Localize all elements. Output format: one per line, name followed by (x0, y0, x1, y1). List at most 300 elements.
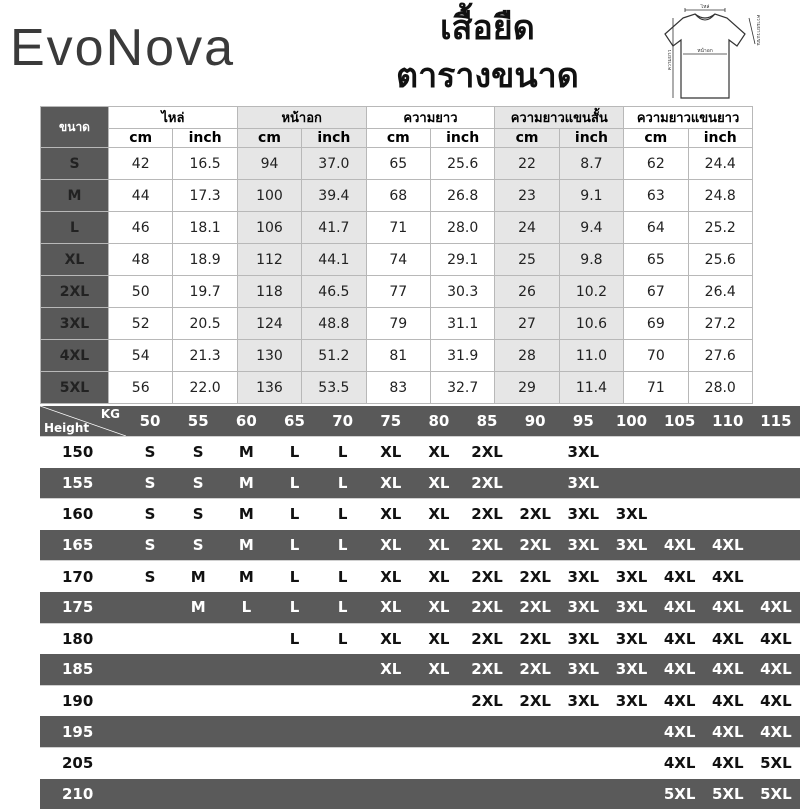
height-weight-table (40, 406, 800, 809)
table-row (41, 180, 753, 212)
size-table (40, 106, 753, 404)
recommended-size-cell: L (270, 437, 318, 468)
recommended-size-cell (222, 623, 270, 654)
measurement-cell: 52 (109, 308, 173, 340)
recommended-size-cell (126, 623, 174, 654)
measurement-cell: 17.3 (173, 180, 237, 212)
table-row (40, 499, 800, 530)
measurement-cell: 24.4 (688, 148, 752, 180)
measurement-cell: 10.2 (559, 276, 623, 308)
measurement-cell: 27 (495, 308, 559, 340)
weight-header: 115 (752, 406, 800, 437)
recommended-size-cell (607, 437, 655, 468)
recommended-size-cell: 2XL (463, 468, 511, 499)
recommended-size-cell: L (319, 623, 367, 654)
recommended-size-cell (270, 716, 318, 747)
recommended-size-cell (656, 437, 704, 468)
measurement-cell: 106 (237, 212, 301, 244)
unit-header: inch (688, 129, 752, 148)
table-row (40, 716, 800, 747)
unit-header: cm (624, 129, 688, 148)
measurement-cell: 27.2 (688, 308, 752, 340)
measurement-cell: 53.5 (302, 372, 366, 404)
recommended-size-cell: M (222, 437, 270, 468)
measurement-cell: 44.1 (302, 244, 366, 276)
recommended-size-cell: XL (367, 437, 415, 468)
recommended-size-cell: 4XL (704, 561, 752, 592)
measurement-cell: 31.9 (430, 340, 494, 372)
measurement-cell: 27.6 (688, 340, 752, 372)
measurement-cell: 42 (109, 148, 173, 180)
recommended-size-cell: 4XL (656, 685, 704, 716)
recommended-size-cell (752, 499, 800, 530)
weight-header-row (40, 406, 800, 437)
measurement-cell: 83 (366, 372, 430, 404)
recommended-size-cell (704, 437, 752, 468)
table-row (41, 276, 753, 308)
recommended-size-cell: 3XL (607, 623, 655, 654)
size-label: S (41, 148, 109, 180)
measurement-cell: 22.0 (173, 372, 237, 404)
recommended-size-cell: 4XL (704, 685, 752, 716)
size-table-unit-header (41, 129, 753, 148)
recommended-size-cell: 3XL (607, 654, 655, 685)
recommended-size-cell: 3XL (607, 685, 655, 716)
table-row (40, 623, 800, 654)
table-row (40, 592, 800, 623)
recommended-size-cell (222, 716, 270, 747)
recommended-size-cell: XL (415, 654, 463, 685)
weight-header: 80 (415, 406, 463, 437)
table-row (41, 244, 753, 276)
table-row (40, 530, 800, 561)
table-row (41, 372, 753, 404)
recommended-size-cell (752, 530, 800, 561)
measurement-cell: 94 (237, 148, 301, 180)
recommended-size-cell (222, 685, 270, 716)
recommended-size-cell (704, 468, 752, 499)
recommended-size-cell (656, 499, 704, 530)
measurement-group-header: ความยาวแขนสั้น (495, 107, 624, 129)
recommended-size-cell (174, 716, 222, 747)
weight-header: 90 (511, 406, 559, 437)
recommended-size-cell: 3XL (559, 468, 607, 499)
recommended-size-cell (511, 437, 559, 468)
height-value: 205 (40, 747, 126, 778)
recommended-size-cell: S (126, 499, 174, 530)
measurement-cell: 65 (366, 148, 430, 180)
size-label: 4XL (41, 340, 109, 372)
recommended-size-cell: XL (415, 561, 463, 592)
weight-header: 60 (222, 406, 270, 437)
recommended-size-cell (656, 468, 704, 499)
weight-header: 100 (607, 406, 655, 437)
measurement-cell: 18.9 (173, 244, 237, 276)
height-value: 160 (40, 499, 126, 530)
recommended-size-cell: 4XL (656, 747, 704, 778)
recommended-size-cell: M (174, 592, 222, 623)
table-row (41, 148, 753, 180)
measurement-cell: 48.8 (302, 308, 366, 340)
recommended-size-cell: S (174, 530, 222, 561)
recommended-size-cell: 3XL (559, 499, 607, 530)
recommended-size-cell: L (319, 592, 367, 623)
weight-header: 110 (704, 406, 752, 437)
recommended-size-cell: L (270, 468, 318, 499)
measurement-cell: 68 (366, 180, 430, 212)
height-weight-corner (40, 406, 126, 437)
recommended-size-cell (319, 654, 367, 685)
measurement-cell: 9.8 (559, 244, 623, 276)
recommended-size-cell (319, 779, 367, 809)
measurement-cell: 30.3 (430, 276, 494, 308)
recommended-size-cell (174, 654, 222, 685)
unit-header: cm (237, 129, 301, 148)
weight-header: 85 (463, 406, 511, 437)
measurement-cell: 65 (624, 244, 688, 276)
measurement-group-header: ความยาว (366, 107, 495, 129)
recommended-size-cell: 3XL (559, 654, 607, 685)
measurement-cell: 26 (495, 276, 559, 308)
recommended-size-cell: 3XL (559, 561, 607, 592)
recommended-size-cell: 4XL (704, 716, 752, 747)
recommended-size-cell (752, 437, 800, 468)
recommended-size-cell (270, 779, 318, 809)
recommended-size-cell: 4XL (704, 747, 752, 778)
recommended-size-cell: 5XL (656, 779, 704, 809)
recommended-size-cell: XL (367, 499, 415, 530)
recommended-size-cell (319, 716, 367, 747)
recommended-size-cell (126, 747, 174, 778)
recommended-size-cell: 4XL (656, 716, 704, 747)
recommended-size-cell: L (270, 592, 318, 623)
table-row (41, 340, 753, 372)
recommended-size-cell: L (319, 499, 367, 530)
recommended-size-cell (126, 716, 174, 747)
measurement-cell: 44 (109, 180, 173, 212)
recommended-size-cell (607, 716, 655, 747)
measurement-cell: 39.4 (302, 180, 366, 212)
measurement-cell: 29 (495, 372, 559, 404)
table-row (41, 308, 753, 340)
measurement-cell: 81 (366, 340, 430, 372)
recommended-size-cell (270, 685, 318, 716)
recommended-size-cell: 4XL (656, 530, 704, 561)
measurement-cell: 67 (624, 276, 688, 308)
recommended-size-cell: L (222, 592, 270, 623)
recommended-size-cell: M (222, 561, 270, 592)
measurement-cell: 50 (109, 276, 173, 308)
size-table-group-header (41, 107, 753, 129)
recommended-size-cell: XL (415, 468, 463, 499)
recommended-size-cell (270, 747, 318, 778)
height-value: 150 (40, 437, 126, 468)
recommended-size-cell: S (174, 437, 222, 468)
unit-header: cm (495, 129, 559, 148)
measurement-group-header: ความยาวแขนยาว (624, 107, 753, 129)
measurement-cell: 28.0 (688, 372, 752, 404)
recommended-size-cell: L (270, 499, 318, 530)
recommended-size-cell: 2XL (463, 499, 511, 530)
shirt-chest-label: หน้าอก (697, 48, 713, 54)
recommended-size-cell: XL (415, 592, 463, 623)
recommended-size-cell (704, 499, 752, 530)
recommended-size-cell: XL (367, 561, 415, 592)
recommended-size-cell: XL (415, 437, 463, 468)
recommended-size-cell: XL (367, 654, 415, 685)
recommended-size-cell: 4XL (656, 592, 704, 623)
recommended-size-cell (319, 747, 367, 778)
recommended-size-cell: L (270, 623, 318, 654)
weight-header: 95 (559, 406, 607, 437)
measurement-cell: 63 (624, 180, 688, 212)
recommended-size-cell (222, 779, 270, 809)
recommended-size-cell: 2XL (511, 530, 559, 561)
measurement-cell: 29.1 (430, 244, 494, 276)
recommended-size-cell (607, 747, 655, 778)
recommended-size-cell: 5XL (704, 779, 752, 809)
measurement-cell: 11.0 (559, 340, 623, 372)
height-value: 165 (40, 530, 126, 561)
table-row (40, 779, 800, 809)
recommended-size-cell (607, 779, 655, 809)
recommended-size-cell: 3XL (559, 592, 607, 623)
measurement-cell: 56 (109, 372, 173, 404)
height-label: Height (44, 421, 90, 435)
recommended-size-cell (559, 716, 607, 747)
height-value: 175 (40, 592, 126, 623)
recommended-size-cell: S (126, 468, 174, 499)
measurement-cell: 24 (495, 212, 559, 244)
size-label: L (41, 212, 109, 244)
weight-header: 75 (367, 406, 415, 437)
recommended-size-cell: XL (415, 623, 463, 654)
measurement-cell: 9.4 (559, 212, 623, 244)
measurement-cell: 11.4 (559, 372, 623, 404)
measurement-group-header: หน้าอก (237, 107, 366, 129)
unit-header: inch (430, 129, 494, 148)
measurement-cell: 46 (109, 212, 173, 244)
recommended-size-cell (367, 716, 415, 747)
recommended-size-cell: 3XL (559, 685, 607, 716)
recommended-size-cell (511, 779, 559, 809)
recommended-size-cell (174, 779, 222, 809)
recommended-size-cell (752, 561, 800, 592)
measurement-cell: 25.6 (688, 244, 752, 276)
recommended-size-cell: L (270, 530, 318, 561)
recommended-size-cell: 2XL (511, 654, 559, 685)
recommended-size-cell: 2XL (463, 623, 511, 654)
recommended-size-cell (511, 468, 559, 499)
recommended-size-cell: XL (367, 623, 415, 654)
height-value: 195 (40, 716, 126, 747)
height-value: 185 (40, 654, 126, 685)
recommended-size-cell: L (319, 437, 367, 468)
recommended-size-cell: S (126, 561, 174, 592)
recommended-size-cell: L (270, 561, 318, 592)
recommended-size-cell: 4XL (752, 623, 800, 654)
measurement-cell: 77 (366, 276, 430, 308)
recommended-size-cell: 3XL (559, 623, 607, 654)
measurement-cell: 69 (624, 308, 688, 340)
table-row (40, 468, 800, 499)
measurement-cell: 100 (237, 180, 301, 212)
recommended-size-cell (607, 468, 655, 499)
measurement-cell: 54 (109, 340, 173, 372)
table-row (40, 654, 800, 685)
recommended-size-cell (222, 654, 270, 685)
measurement-cell: 16.5 (173, 148, 237, 180)
measurement-cell: 25.6 (430, 148, 494, 180)
recommended-size-cell: 2XL (463, 654, 511, 685)
measurement-cell: 28.0 (430, 212, 494, 244)
recommended-size-cell: XL (415, 499, 463, 530)
recommended-size-cell (463, 747, 511, 778)
recommended-size-cell: 2XL (463, 592, 511, 623)
recommended-size-cell: 5XL (752, 747, 800, 778)
recommended-size-cell (319, 685, 367, 716)
measurement-cell: 9.1 (559, 180, 623, 212)
recommended-size-cell: 4XL (656, 561, 704, 592)
measurement-cell: 136 (237, 372, 301, 404)
recommended-size-cell (126, 685, 174, 716)
recommended-size-cell (415, 685, 463, 716)
weight-header: 70 (319, 406, 367, 437)
measurement-cell: 118 (237, 276, 301, 308)
shirt-sleeve-label: ความยาวแขน (755, 14, 761, 46)
measurement-cell: 79 (366, 308, 430, 340)
recommended-size-cell: 2XL (511, 685, 559, 716)
recommended-size-cell: 2XL (463, 561, 511, 592)
measurement-cell: 31.1 (430, 308, 494, 340)
recommended-size-cell (367, 747, 415, 778)
recommended-size-cell (752, 468, 800, 499)
measurement-cell: 70 (624, 340, 688, 372)
measurement-cell: 71 (366, 212, 430, 244)
measurement-cell: 28 (495, 340, 559, 372)
recommended-size-cell: 4XL (704, 592, 752, 623)
recommended-size-cell: XL (367, 468, 415, 499)
size-label: 3XL (41, 308, 109, 340)
recommended-size-cell: 2XL (463, 437, 511, 468)
recommended-size-cell (415, 747, 463, 778)
height-value: 210 (40, 779, 126, 809)
recommended-size-cell: 4XL (752, 592, 800, 623)
measurement-cell: 124 (237, 308, 301, 340)
table-row (40, 685, 800, 716)
recommended-size-cell: 3XL (559, 437, 607, 468)
recommended-size-cell (270, 654, 318, 685)
recommended-size-cell: S (126, 437, 174, 468)
recommended-size-cell: S (174, 499, 222, 530)
size-label: 2XL (41, 276, 109, 308)
recommended-size-cell (511, 716, 559, 747)
recommended-size-cell: 2XL (511, 561, 559, 592)
tshirt-measurement-icon (645, 4, 765, 104)
recommended-size-cell: M (174, 561, 222, 592)
recommended-size-cell: 4XL (656, 654, 704, 685)
recommended-size-cell: XL (367, 592, 415, 623)
recommended-size-cell (415, 779, 463, 809)
measurement-cell: 25.2 (688, 212, 752, 244)
measurement-cell: 64 (624, 212, 688, 244)
recommended-size-cell: L (319, 530, 367, 561)
table-row (40, 561, 800, 592)
measurement-cell: 25 (495, 244, 559, 276)
measurement-cell: 26.8 (430, 180, 494, 212)
recommended-size-cell (415, 716, 463, 747)
recommended-size-cell: 3XL (607, 499, 655, 530)
page-title: เสื้อยืด (440, 8, 535, 48)
measurement-cell: 46.5 (302, 276, 366, 308)
recommended-size-cell (126, 779, 174, 809)
unit-header: inch (559, 129, 623, 148)
brand-logo: EvoNova (10, 19, 235, 77)
recommended-size-cell (126, 592, 174, 623)
recommended-size-cell: 3XL (607, 530, 655, 561)
measurement-cell: 18.1 (173, 212, 237, 244)
recommended-size-cell: L (319, 468, 367, 499)
recommended-size-cell: 4XL (752, 716, 800, 747)
measurement-cell: 48 (109, 244, 173, 276)
weight-header: 105 (656, 406, 704, 437)
measurement-cell: 130 (237, 340, 301, 372)
table-row (41, 212, 753, 244)
unit-header: inch (302, 129, 366, 148)
recommended-size-cell: 4XL (752, 685, 800, 716)
measurement-cell: 112 (237, 244, 301, 276)
recommended-size-cell (463, 779, 511, 809)
measurement-cell: 71 (624, 372, 688, 404)
recommended-size-cell (511, 747, 559, 778)
recommended-size-cell: 3XL (607, 561, 655, 592)
measurement-cell: 8.7 (559, 148, 623, 180)
page-subtitle: ตารางขนาด (396, 56, 579, 96)
measurement-cell: 41.7 (302, 212, 366, 244)
recommended-size-cell (174, 747, 222, 778)
recommended-size-cell (367, 685, 415, 716)
recommended-size-cell: S (174, 468, 222, 499)
measurement-cell: 37.0 (302, 148, 366, 180)
recommended-size-cell: M (222, 499, 270, 530)
shirt-shoulder-label: ไหล่ (700, 4, 710, 10)
table-row (40, 437, 800, 468)
measurement-cell: 51.2 (302, 340, 366, 372)
height-value: 155 (40, 468, 126, 499)
size-label: 5XL (41, 372, 109, 404)
measurement-cell: 23 (495, 180, 559, 212)
recommended-size-cell: M (222, 530, 270, 561)
recommended-size-cell (559, 779, 607, 809)
unit-header: inch (173, 129, 237, 148)
measurement-cell: 32.7 (430, 372, 494, 404)
recommended-size-cell: 2XL (463, 685, 511, 716)
measurement-cell: 26.4 (688, 276, 752, 308)
recommended-size-cell (174, 623, 222, 654)
recommended-size-cell: 4XL (704, 623, 752, 654)
measurement-cell: 20.5 (173, 308, 237, 340)
height-value: 170 (40, 561, 126, 592)
recommended-size-cell (126, 654, 174, 685)
measurement-cell: 74 (366, 244, 430, 276)
measurement-cell: 10.6 (559, 308, 623, 340)
recommended-size-cell (222, 747, 270, 778)
unit-header: cm (366, 129, 430, 148)
weight-header: 50 (126, 406, 174, 437)
measurement-cell: 21.3 (173, 340, 237, 372)
recommended-size-cell (559, 747, 607, 778)
measurement-cell: 24.8 (688, 180, 752, 212)
